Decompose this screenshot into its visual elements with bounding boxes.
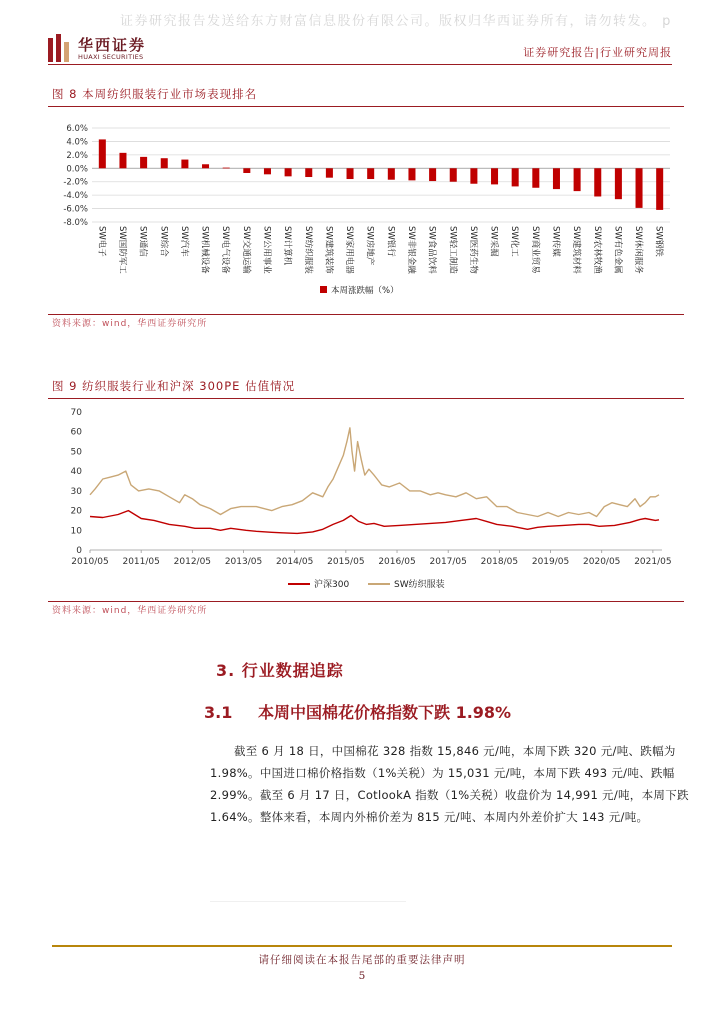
bar — [450, 168, 457, 181]
bar — [636, 168, 643, 208]
x-category-label: SW钢铁 — [653, 226, 664, 257]
y-tick-label: 20 — [70, 506, 82, 517]
x-category-label: SW非银金融 — [405, 226, 416, 274]
section-heading: 3. 行业数据追踪 — [216, 661, 344, 680]
figure8-top-rule — [48, 106, 684, 107]
legend-textile-label: SW纺织服装 — [394, 580, 445, 590]
x-category-label: SW通信 — [137, 226, 148, 257]
y-tick-label: 0.0% — [66, 164, 88, 175]
logo-english-name: HUAXI SECURITIES — [78, 53, 144, 61]
bar — [326, 168, 333, 177]
y-tick-label: 30 — [70, 486, 82, 497]
series-line-textile — [90, 428, 659, 517]
legend-swatch — [320, 286, 327, 293]
y-tick-label: 60 — [70, 427, 82, 438]
figure9-source: 资料来源：wind，华西证券研究所 — [52, 606, 208, 616]
x-tick-label: 2012/05 — [173, 557, 212, 567]
footer-divider — [52, 945, 672, 947]
subsection-title: 本周中国棉花价格指数下跌 1.98% — [258, 703, 512, 722]
figure8-bottom-rule — [48, 314, 684, 315]
x-category-label: SW机械设备 — [199, 226, 210, 274]
bar — [367, 168, 374, 179]
figure8-title: 图 8 本周纺织服装行业市场表现排名 — [52, 87, 258, 101]
y-tick-label: 10 — [70, 526, 82, 537]
y-tick-label: -2.0% — [63, 177, 88, 188]
legend-hs300-label: 沪深300 — [314, 580, 350, 590]
report-type-label: 证券研究报告|行业研究周报 — [523, 46, 672, 59]
x-tick-label: 2016/05 — [378, 557, 416, 567]
x-tick-label: 2020/05 — [583, 557, 621, 567]
y-tick-label: 40 — [70, 467, 82, 478]
x-category-label: SW医药生物 — [467, 226, 478, 274]
x-category-label: SW电气设备 — [220, 226, 231, 274]
y-tick-label: 6.0% — [66, 124, 88, 134]
footer-disclaimer: 请仔细阅读在本报告尾部的重要法律声明 — [258, 954, 466, 966]
y-tick-label: 50 — [70, 447, 82, 458]
figure9-top-rule — [48, 398, 684, 399]
bar — [408, 168, 415, 180]
bar — [243, 168, 250, 173]
bar — [305, 168, 312, 177]
y-tick-label: -6.0% — [63, 204, 88, 215]
x-category-label: SW化工 — [509, 226, 520, 257]
x-category-label: SW建筑材料 — [571, 226, 582, 274]
bar — [594, 168, 601, 196]
y-tick-label: 0 — [76, 546, 82, 556]
y-tick-label: 4.0% — [66, 137, 88, 148]
bar — [429, 168, 436, 181]
bar — [99, 139, 106, 168]
subsection-number: 3.1 — [204, 703, 233, 722]
y-tick-label: -4.0% — [63, 191, 88, 202]
bar — [512, 168, 519, 186]
x-category-label: SW休闲服务 — [633, 226, 644, 274]
bar — [161, 158, 168, 168]
bar — [140, 157, 147, 168]
x-category-label: SW轻工制造 — [447, 226, 458, 274]
figure9-title: 图 9 纺织服装行业和沪深 300PE 估值情况 — [52, 379, 296, 393]
x-category-label: SW商业贸易 — [529, 226, 540, 274]
y-tick-label: -8.0% — [63, 218, 88, 228]
footnote-divider — [210, 901, 406, 902]
figure8-bar-chart — [48, 108, 684, 314]
bar — [223, 168, 230, 169]
x-category-label: SW纺织服装 — [302, 226, 313, 274]
y-tick-label: 2.0% — [66, 150, 88, 161]
bar — [532, 168, 539, 187]
bar — [285, 168, 292, 176]
legend-label: 本周涨跌幅（%） — [331, 286, 399, 296]
x-tick-label: 2010/05 — [71, 557, 109, 567]
x-category-label: SW电子 — [96, 226, 107, 257]
bar — [264, 168, 271, 174]
x-category-label: SW交通运输 — [240, 226, 251, 274]
bar — [347, 168, 354, 179]
bar — [119, 153, 126, 168]
bar — [491, 168, 498, 184]
bar — [470, 168, 477, 183]
x-category-label: SW公用事业 — [261, 226, 272, 274]
bar — [553, 168, 560, 189]
x-category-label: SW农林牧渔 — [591, 226, 602, 274]
x-category-label: SW食品饮料 — [426, 226, 437, 274]
y-tick-label: 70 — [70, 408, 82, 418]
x-tick-label: 2018/05 — [480, 557, 519, 567]
bar — [388, 168, 395, 179]
x-category-label: SW有色金属 — [612, 226, 623, 274]
x-category-label: SW采掘 — [488, 226, 499, 257]
x-tick-label: 2021/05 — [634, 557, 672, 567]
x-tick-label: 2011/05 — [122, 557, 160, 567]
bar — [615, 168, 622, 199]
logo-mark-icon — [48, 34, 70, 62]
x-category-label: SW计算机 — [282, 226, 293, 266]
x-category-label: SW国防军工 — [116, 226, 127, 274]
logo-chinese-name: 华西证券 — [78, 36, 147, 54]
x-tick-label: 2019/05 — [531, 557, 570, 567]
bar — [202, 164, 209, 168]
x-category-label: SW房地产 — [364, 226, 375, 266]
page-number: 5 — [358, 970, 366, 982]
x-category-label: SW建筑装饰 — [323, 226, 334, 274]
figure9-bottom-rule — [48, 601, 684, 602]
x-category-label: SW银行 — [385, 226, 396, 257]
bar — [181, 160, 188, 169]
x-tick-label: 2013/05 — [224, 557, 263, 567]
x-tick-label: 2014/05 — [275, 557, 314, 567]
header-divider — [48, 64, 672, 65]
x-category-label: SW综合 — [158, 226, 169, 257]
body-paragraph: 截至 6 月 18 日，中国棉花 328 指数 15,846 元/吨，本周下跌 320 元/吨、跌幅为 1.98%。中国进口棉价格指数（1%关税）为 15,031 元/吨，本周下跌 493 元/吨、跌幅 2.99%。截至 6 月 17 日，CotlookA 指数（1%关税）收盘价为 14,991 元/吨，本周下跌 1.64%。整体来看，本周内外棉价差为 815 元/吨、本周内外差价扩大 143 元/吨。 — [210, 744, 689, 824]
x-tick-label: 2015/05 — [327, 557, 365, 567]
bar — [574, 168, 581, 191]
figure9-line-chart — [48, 400, 684, 600]
x-category-label: SW传媒 — [550, 226, 561, 257]
figure8-source: 资料来源：wind，华西证券研究所 — [52, 319, 208, 329]
subsection-heading — [204, 700, 511, 723]
bar — [656, 168, 663, 210]
x-category-label: SW家用电器 — [344, 226, 355, 274]
watermark-text: 证券研究报告发送给东方财富信息股份有限公司。版权归华西证券所有，请勿转发。 p — [120, 14, 672, 29]
x-tick-label: 2017/05 — [429, 557, 467, 567]
x-category-label: SW汽车 — [178, 226, 189, 257]
